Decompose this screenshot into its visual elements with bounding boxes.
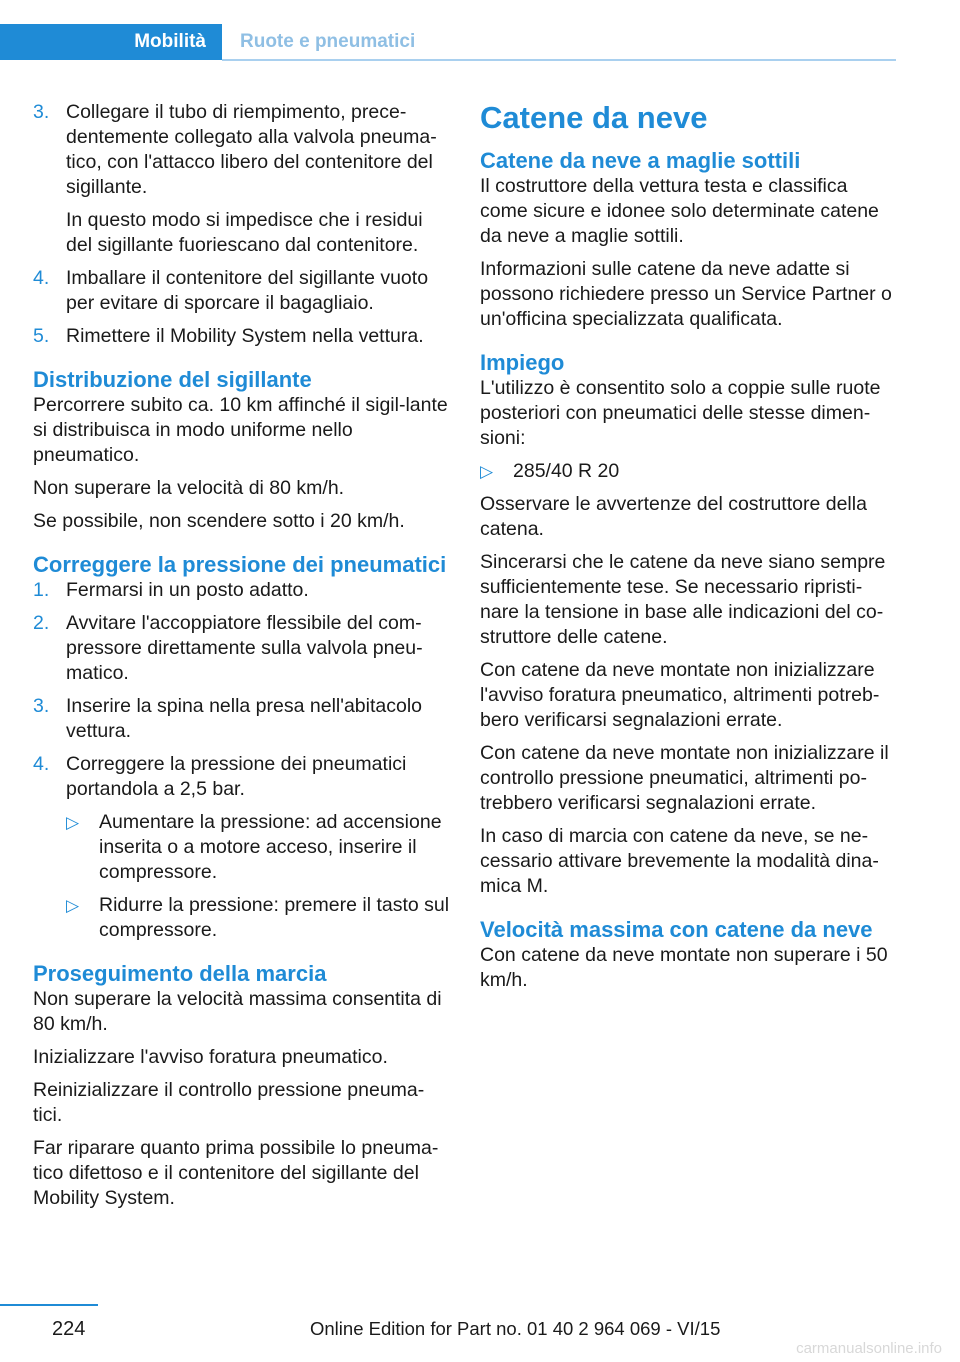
triangle-bullet-icon: ▷	[480, 462, 494, 481]
edition-text: Online Edition for Part no. 01 40 2 964 069 - VI/15	[310, 1318, 721, 1339]
section-title-proseguimento: Proseguimento della marcia	[33, 961, 327, 986]
paragraph: Con catene da neve montate non superare i 50 km/h.	[480, 944, 888, 991]
triangle-bullet-icon: ▷	[66, 813, 80, 832]
paragraph: Non superare la velocità massima consentita di 80 km/h.	[33, 988, 442, 1035]
step-number: 4.	[33, 267, 50, 289]
bullet-item	[66, 810, 451, 885]
page-number: 224	[52, 1318, 86, 1340]
paragraph: Informazioni sulle catene da neve adatte si possono richiedere presso un Service Partner o un'officina specializzata qualificata.	[480, 258, 892, 330]
bullet-item	[480, 459, 895, 484]
right-column	[480, 100, 895, 1001]
step-item	[33, 324, 451, 349]
footer-divider	[0, 1304, 98, 1306]
tab-ruote-e-pneumatici[interactable]: Ruote e pneumatici	[240, 31, 416, 52]
section-title-impiego: Impiego	[480, 350, 565, 375]
step-number: 5.	[33, 325, 50, 347]
section-title-distribuzione: Distribuzione del sigillante	[33, 367, 312, 392]
step-item	[33, 266, 451, 316]
watermark: carmanualsonline.info	[796, 1340, 942, 1357]
step-text: Rimettere il Mobility System nella vettura.	[66, 325, 424, 347]
paragraph: L'utilizzo è consentito solo a coppie sulle ruote posteriori con pneumatici delle stesse dimen-sioni:	[480, 377, 881, 449]
paragraph: Con catene da neve montate non inizializzare l'avviso foratura pneumatico, altrimenti potreb-bero verificarsi segnalazioni errate.	[480, 659, 880, 731]
step-item	[33, 578, 451, 603]
step-text: Fermarsi in un posto adatto.	[66, 579, 309, 601]
header-divider	[222, 59, 896, 61]
paragraph: Inizializzare l'avviso foratura pneumatico.	[33, 1046, 388, 1068]
paragraph: Reinizializzare il controllo pressione pneuma-tici.	[33, 1079, 425, 1126]
paragraph: In caso di marcia con catene da neve, se ne-cessario attivare brevemente la modalità dina-mica M.	[480, 825, 879, 897]
step-text: Avvitare l'accoppiatore flessibile del com-pressore direttamente sulla valvola pneu-matico.	[66, 612, 423, 684]
section-title-correggere: Correggere la pressione dei pneumatici	[33, 552, 447, 577]
page-header	[0, 0, 960, 64]
step-number: 1.	[33, 579, 50, 601]
bullet-text: Aumentare la pressione: ad accensione inserita o a motore acceso, inserire il compressore.	[99, 811, 442, 883]
tab-mobilita[interactable]: Mobilità	[0, 24, 222, 60]
paragraph: Far riparare quanto prima possibile lo pneuma-tico difettoso e il contenitore del sigillante del Mobility System.	[33, 1137, 439, 1209]
chapter-title: Catene da neve	[480, 100, 708, 135]
bullet-text: 285/40 R 20	[513, 460, 620, 482]
paragraph: Non superare la velocità di 80 km/h.	[33, 477, 345, 499]
step-item	[33, 611, 451, 686]
left-column	[33, 100, 451, 1219]
paragraph: Se possibile, non scendere sotto i 20 km/h.	[33, 510, 405, 532]
paragraph: Con catene da neve montate non inizializzare il controllo pressione pneumatici, altrimenti po-trebbero verificarsi segnalazioni errate.	[480, 742, 889, 814]
step-subtext: In questo modo si impedisce che i residui del sigillante fuoriescano dal contenitore.	[66, 209, 423, 256]
step-item	[33, 694, 451, 744]
step-item	[33, 752, 451, 943]
bullet-item	[66, 893, 451, 943]
paragraph: Osservare le avvertenze del costruttore della catena.	[480, 493, 867, 540]
step-number: 3.	[33, 695, 50, 717]
nested-bullets	[66, 810, 451, 943]
bullet-text: Ridurre la pressione: premere il tasto sul compressore.	[99, 894, 450, 941]
section-title-velocita: Velocità massima con catene da neve	[480, 917, 873, 942]
paragraph: Sincerarsi che le catene da neve siano sempre sufficientemente tese. Se necessario ripristi-nare la tensione in base alle indicazioni del co-struttore delle catene.	[480, 551, 886, 648]
triangle-bullet-icon: ▷	[66, 896, 80, 915]
step-number: 2.	[33, 612, 50, 634]
step-text: Imballare il contenitore del sigillante vuoto per evitare di sporcare il bagagliaio.	[66, 267, 429, 314]
step-text: Inserire la spina nella presa nell'abitacolo vettura.	[66, 695, 423, 742]
step-item	[33, 100, 451, 258]
paragraph: Percorrere subito ca. 10 km affinché il sigil-lante si distribuisca in modo uniforme nello pneumatico.	[33, 394, 448, 466]
paragraph: Il costruttore della vettura testa e classifica come sicure e idonee solo determinate catene da neve a maglie sottili.	[480, 175, 879, 247]
section-title-maglie: Catene da neve a maglie sottili	[480, 148, 801, 173]
step-number: 4.	[33, 753, 50, 775]
step-text: Correggere la pressione dei pneumatici portandola a 2,5 bar.	[66, 753, 407, 800]
step-number: 3.	[33, 101, 50, 123]
step-text: Collegare il tubo di riempimento, prece-dentemente collegato alla valvola pneuma-tico, con l'attacco libero del contenitore del sigillante.	[66, 101, 437, 198]
